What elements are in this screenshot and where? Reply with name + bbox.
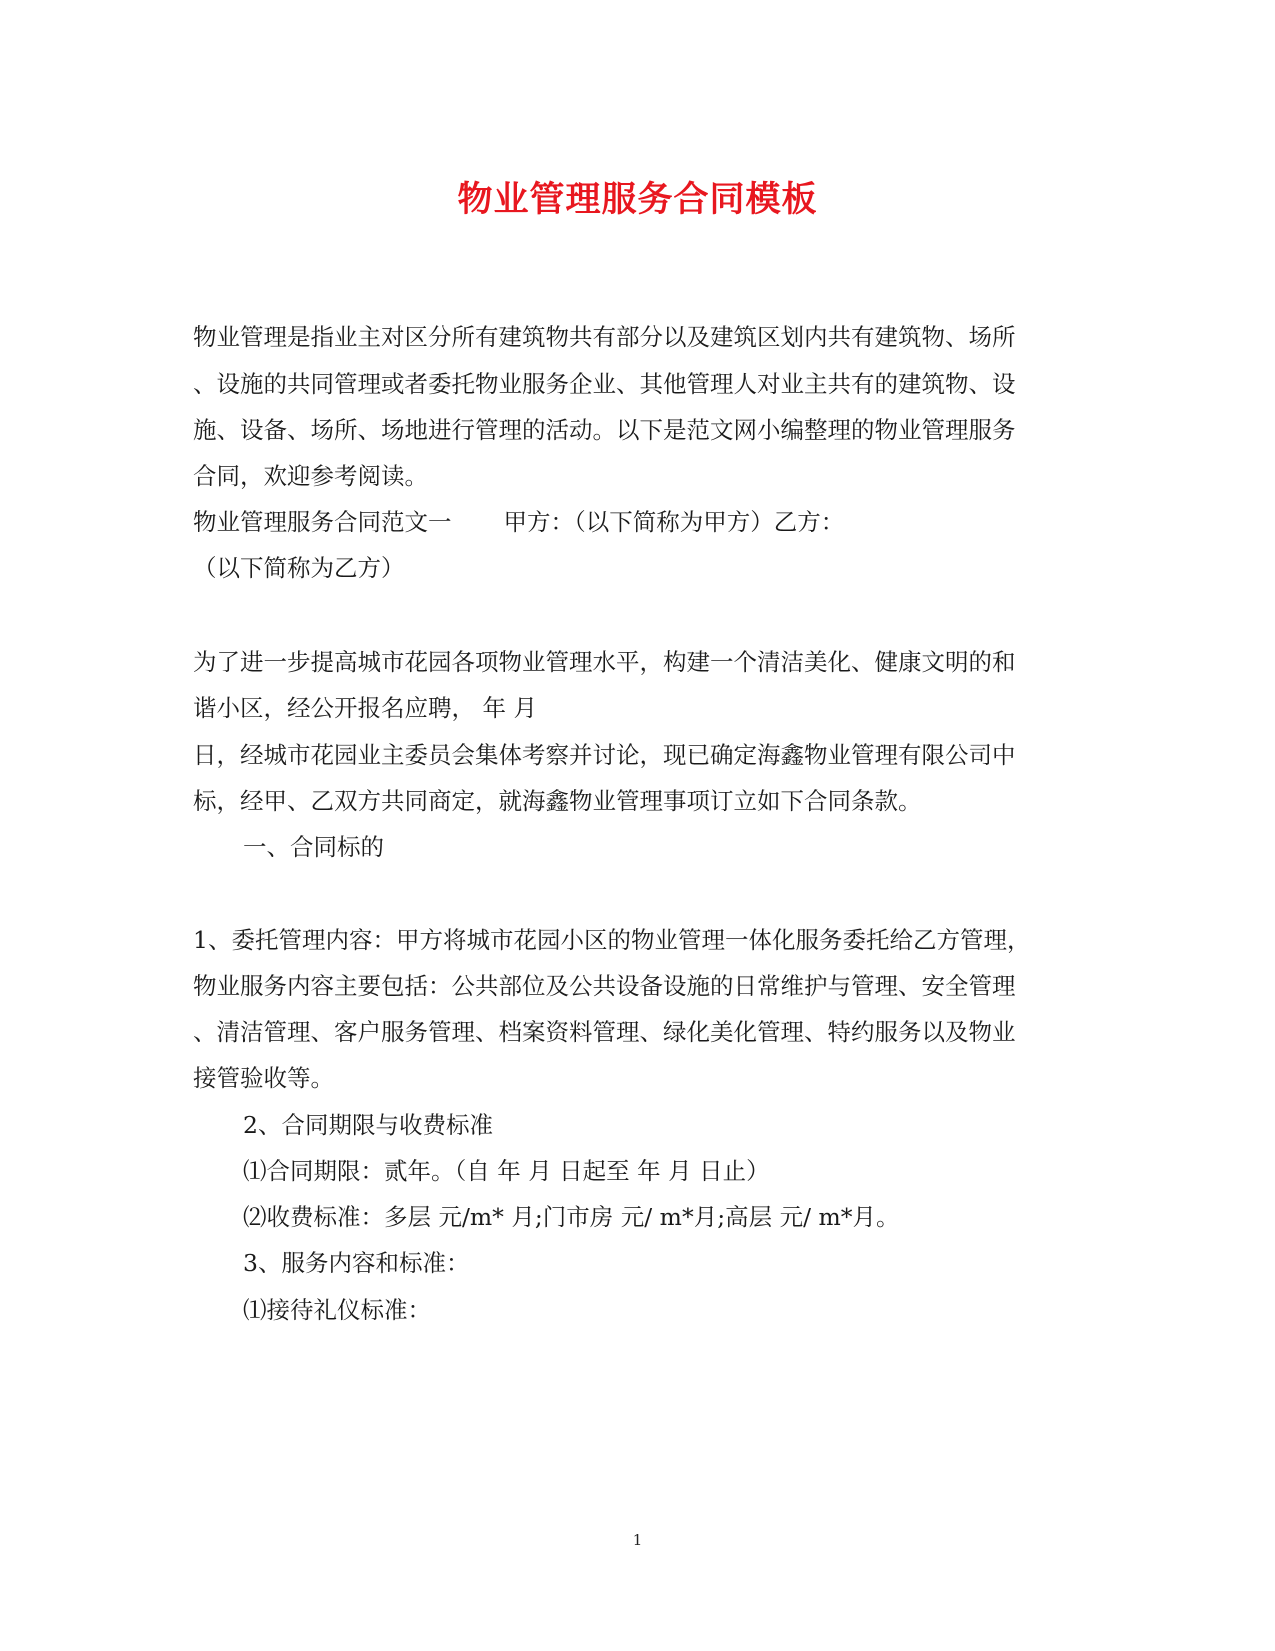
paragraph-line: ⑴接待礼仪标准： (243, 1296, 431, 1324)
section-heading: 物业管理服务合同范文一 (193, 508, 452, 536)
party-a-line: 甲方：（以下简称为甲方）乙方： (503, 508, 845, 536)
paragraph-line: 1、委托管理内容：甲方将城市花园小区的物业管理一体化服务委托给乙方管理， (193, 926, 1031, 954)
paragraph-line: 为了进一步提高城市花园各项物业管理水平，构建一个清洁美化、健康文明的和 (193, 648, 1016, 676)
paragraph-line: 合同，欢迎参考阅读。 (193, 462, 428, 490)
paragraph-line: 标，经甲、乙双方共同商定，就海鑫物业管理事项订立如下合同条款。 (193, 787, 922, 815)
paragraph-line: 日，经城市花园业主委员会集体考察并讨论，现已确定海鑫物业管理有限公司中 (193, 741, 1016, 769)
page-number: 1 (632, 1531, 643, 1549)
paragraph-line: ⑴合同期限：贰年。（自 年 月 日起至 年 月 日止） (243, 1157, 770, 1185)
paragraph-line (193, 507, 844, 537)
paragraph-line: ⑵收费标准：多层 元/m* 月;门市房 元/ m*月;高层 元/ m*月。 (243, 1203, 900, 1231)
paragraph-line: 接管验收等。 (193, 1064, 334, 1092)
paragraph-line: 物业管理是指业主对区分所有建筑物共有部分以及建筑区划内共有建筑物、场所 (193, 323, 1016, 351)
paragraph-line: （以下简称为乙方） (193, 554, 405, 582)
paragraph-line: 、设施的共同管理或者委托物业服务企业、其他管理人对业主共有的建筑物、设 (193, 370, 1016, 398)
section-heading: 2、合同期限与收费标准 (243, 1111, 493, 1139)
paragraph-line: 物业服务内容主要包括：公共部位及公共设备设施的日常维护与管理、安全管理 (193, 972, 1016, 1000)
paragraph-line: 谐小区，经公开报名应聘， 年 月 (193, 694, 537, 722)
paragraph-line: 施、设备、场所、场地进行管理的活动。以下是范文网小编整理的物业管理服务 (193, 416, 1016, 444)
paragraph-line: 、清洁管理、客户服务管理、档案资料管理、绿化美化管理、特约服务以及物业 (193, 1018, 1016, 1046)
document-title: 物业管理服务合同模板 (457, 180, 818, 220)
section-heading: 一、合同标的 (243, 833, 384, 861)
section-heading: 3、服务内容和标准： (243, 1249, 470, 1277)
